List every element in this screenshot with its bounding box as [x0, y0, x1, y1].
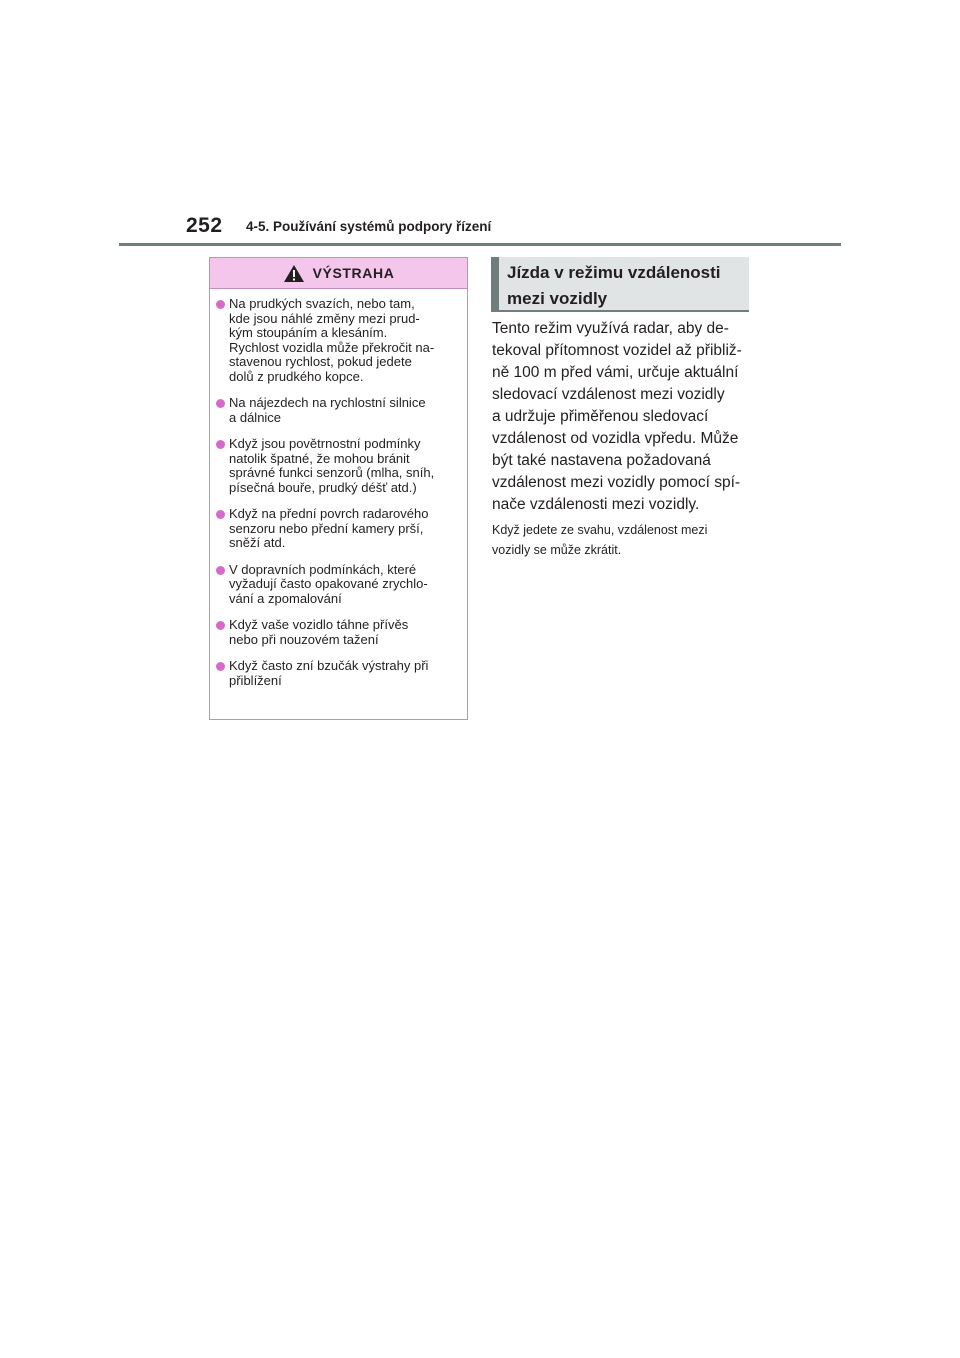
- bullet-icon: [216, 399, 225, 408]
- warning-box: [209, 257, 468, 720]
- section-heading-box: [491, 257, 749, 312]
- bullet-icon: [216, 300, 225, 309]
- note-paragraph: Když jedete ze svahu, vzdálenost mezi vozidly se může zkrátit.: [492, 523, 708, 557]
- warning-triangle-icon: [283, 264, 305, 283]
- warning-item-text: Na prudkých svazích, nebo tam, kde jsou náhlé změny mezi prud- kým stoupáním a klesáním. Rychlost vozidla může překročit na- stavenou rychlost, pokud jedete dolů z prudkého kopce.: [229, 296, 435, 384]
- warning-item: [216, 437, 459, 495]
- bullet-icon: [216, 621, 225, 630]
- body-paragraph: Tento režim využívá radar, aby de- tekoval přítomnost vozidel až přibliž- ně 100 m před vámi, určuje aktuální sledovací vzdálenost mezi vozidly a udržuje přiměřenou sledovací vzdálenost od vozidla vpředu. Může být také nastavena požadovaná vzdálenost mezi vozidly pomocí spí- nače vzdálenosti mezi vozidly.: [492, 320, 742, 513]
- warning-title: VÝSTRAHA: [312, 265, 395, 281]
- section-title: 4-5. Používání systémů podpory řízení: [246, 219, 492, 234]
- warning-item: [216, 507, 459, 551]
- bullet-icon: [216, 566, 225, 575]
- warning-item-text: Když často zní bzučák výstrahy při přiblížení: [229, 658, 429, 688]
- section-heading: Jízda v režimu vzdálenosti mezi vozidly: [507, 263, 721, 308]
- warning-item-text: V dopravních podmínkách, které vyžadují často opakované zrychlo- vání a zpomalování: [229, 561, 428, 606]
- warning-item-text: Když vaše vozidlo táhne přívěs nebo při nouzovém tažení: [229, 617, 409, 647]
- warning-item: [216, 297, 459, 384]
- bullet-icon: [216, 510, 225, 519]
- page-number: 252: [186, 214, 223, 237]
- warning-item-text: Když na přední povrch radarového senzoru nebo přední kamery prší, sněží atd.: [229, 506, 429, 550]
- bullet-icon: [216, 440, 225, 449]
- warning-item: [216, 396, 459, 425]
- bullet-icon: [216, 662, 225, 671]
- warning-item: [216, 659, 459, 688]
- warning-item-text: Na nájezdech na rychlostní silnice a dálnice: [229, 395, 426, 425]
- warning-header: [210, 258, 467, 289]
- warning-item: [216, 563, 459, 607]
- header-rule: [119, 243, 841, 246]
- warning-item: [216, 618, 459, 647]
- warning-list: [210, 289, 467, 688]
- warning-item-text: Když jsou povětrnostní podmínky natolik špatné, že mohou bránit správné funkci senzorů (mlha, sníh, písečná bouře, prudký déšť atd.): [229, 436, 435, 495]
